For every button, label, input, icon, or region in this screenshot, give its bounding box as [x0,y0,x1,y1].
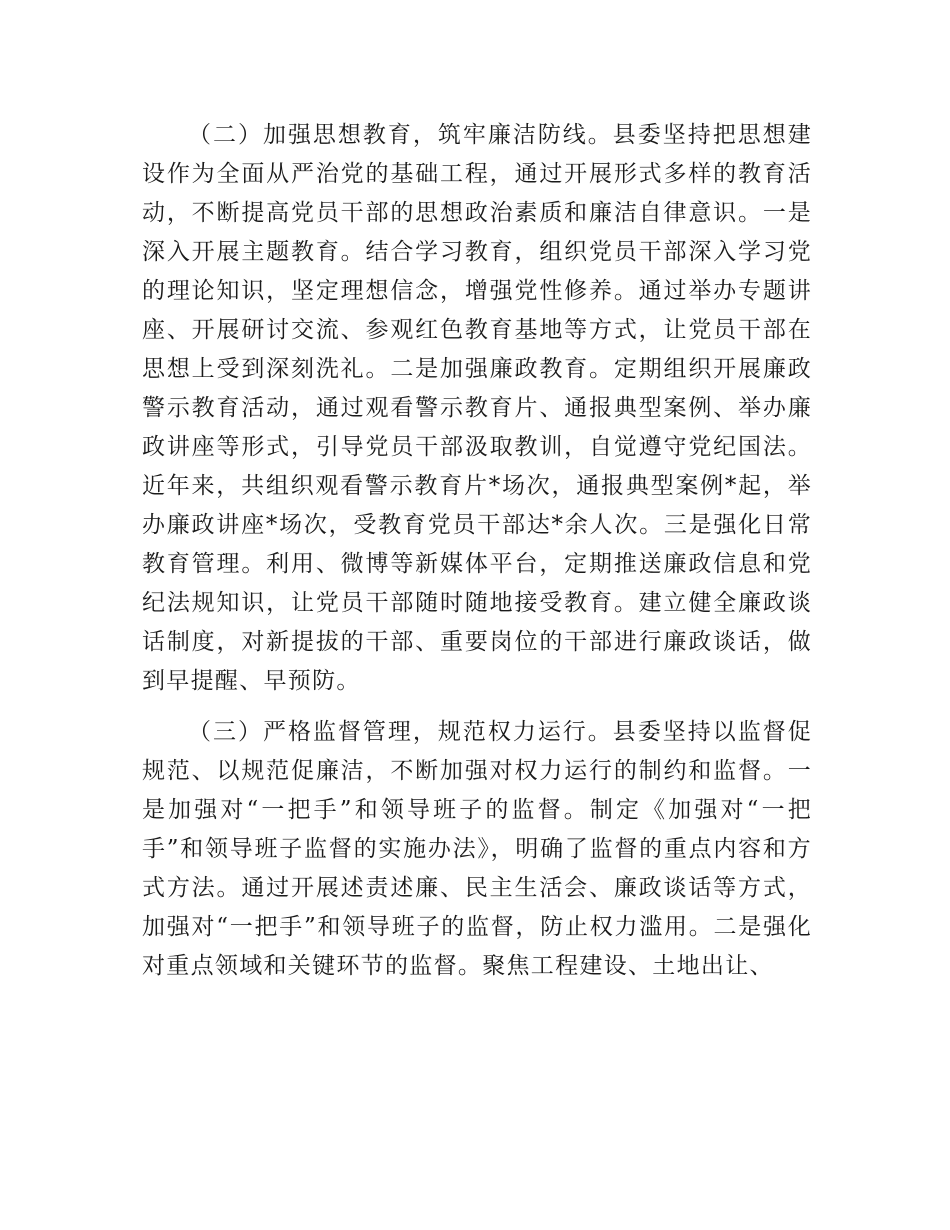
paragraph-section-3: （三）严格监督管理，规范权力运行。县委坚持以监督促规范、以规范促廉洁，不断加强对权力运行的制约和监督。一是加强对“一把手”和领导班子的监督。制定《加强对“一把手”和领导班子监督的实施办法》，明确了监督的重点内容和方式方法。通过开展述责述廉、民主生活会、廉政谈话等方式，加强对“一把手”和领导班子的监督，防止权力滥用。二是强化对重点领域和关键环节的监督。聚焦工程建设、土地出让、 [142,719,812,979]
paragraph-section-2: （二）加强思想教育，筑牢廉洁防线。县委坚持把思想建设作为全面从严治党的基础工程，通过开展形式多样的教育活动，不断提高党员干部的思想政治素质和廉洁自律意识。一是深入开展主题教育。结合学习教育，组织党员干部深入学习党的理论知识，坚定理想信念，增强党性修养。通过举办专题讲座、开展研讨交流、参观红色教育基地等方式，让党员干部在思想上受到深刻洗礼。二是加强廉政教育。定期组织开展廉政警示教育活动，通过观看警示教育片、通报典型案例、举办廉政讲座等形式，引导党员干部汲取教训，自觉遵守党纪国法。近年来，共组织观看警示教育片*场次，通报典型案例*起，举办廉政讲座*场次，受教育党员干部达*余人次。三是强化日常教育管理。利用、微博等新媒体平台，定期推送廉政信息和党纪法规知识，让党员干部随时随地接受教育。建立健全廉政谈话制度，对新提拔的干部、重要岗位的干部进行廉政谈话，做到早提醒、早预防。 [142,122,812,694]
document-body [142,116,812,998]
